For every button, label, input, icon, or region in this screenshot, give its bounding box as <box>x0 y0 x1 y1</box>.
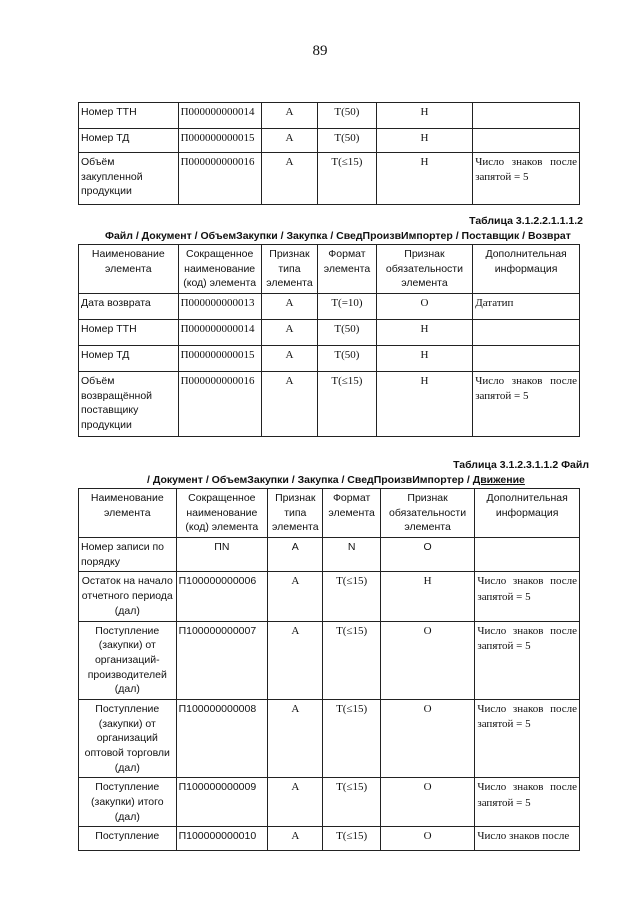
cell-code: П000000000016 <box>178 372 261 437</box>
header-name: Наименование элемента <box>79 489 177 538</box>
table-header-row <box>79 245 580 294</box>
header-code: Сокращенное наименование (код) элемента <box>178 245 261 294</box>
table3-caption-number: Таблица 3.1.2.3.1.1.2 Файл <box>453 459 589 471</box>
cell-info: Дататип <box>473 294 580 320</box>
cell-code: П000000000016 <box>178 153 261 205</box>
table-row <box>79 538 580 572</box>
table-row <box>79 699 580 777</box>
cell-name: Номер записи по порядку <box>79 538 177 572</box>
cell-info: Число знаков после запятой = 5 <box>475 699 580 777</box>
cell-format: Т(≤15) <box>323 572 380 621</box>
cell-required: Н <box>376 346 473 372</box>
cell-code: П000000000014 <box>178 320 261 346</box>
cell-info: Число знаков после запятой = 5 <box>473 153 580 205</box>
cell-info <box>473 103 580 129</box>
cell-name: Объём возвращённой поставщику продукции <box>79 372 179 437</box>
cell-name: Номер ТД <box>79 346 179 372</box>
cell-info: Число знаков после запятой = 5 <box>475 778 580 827</box>
cell-format: Т(≤15) <box>318 153 377 205</box>
header-type: Признак типа элемента <box>268 489 323 538</box>
cell-type: А <box>261 103 317 129</box>
table-row <box>79 572 580 621</box>
cell-name: Объём закупленной продукции <box>79 153 179 205</box>
table-header-row <box>79 489 580 538</box>
table-row <box>79 153 580 205</box>
table-row <box>79 827 580 851</box>
table-row <box>79 129 580 153</box>
cell-type: А <box>261 153 317 205</box>
cell-format: Т(≤15) <box>323 778 380 827</box>
cell-format: Т(≤15) <box>323 699 380 777</box>
header-required: Признак обязательности элемента <box>376 245 473 294</box>
cell-info <box>473 346 580 372</box>
header-format: Формат элемента <box>318 245 377 294</box>
header-format: Формат элемента <box>323 489 380 538</box>
cell-format: Т(50) <box>318 320 377 346</box>
cell-name: Остаток на начало отчетного периода (дал) <box>79 572 177 621</box>
cell-code: П100000000008 <box>176 699 268 777</box>
cell-name: Номер ТТН <box>79 320 179 346</box>
cell-info: Число знаков после запятой = 5 <box>473 372 580 437</box>
cell-name: Дата возврата <box>79 294 179 320</box>
cell-required: О <box>380 827 475 851</box>
cell-type: А <box>261 346 317 372</box>
cell-info: Число знаков после <box>475 827 580 851</box>
cell-required: Н <box>376 103 473 129</box>
cell-type: А <box>268 699 323 777</box>
cell-required: О <box>380 778 475 827</box>
cell-format: Т(50) <box>318 129 377 153</box>
header-info: Дополнительная информация <box>475 489 580 538</box>
table3-caption-path <box>147 474 525 486</box>
cell-type: А <box>268 778 323 827</box>
header-name: Наименование элемента <box>79 245 179 294</box>
cell-name: Номер ТД <box>79 129 179 153</box>
cell-info: Число знаков после запятой = 5 <box>475 572 580 621</box>
cell-type: А <box>268 621 323 699</box>
cell-code: П100000000007 <box>176 621 268 699</box>
cell-format: Т(50) <box>318 346 377 372</box>
cell-info <box>473 129 580 153</box>
cell-name: Поступление (закупки) от организаций-производителей (дал) <box>79 621 177 699</box>
cell-required: Н <box>376 129 473 153</box>
cell-name: Поступление (закупки) от организаций оптовой торговли (дал) <box>79 699 177 777</box>
cell-name: Поступление <box>79 827 177 851</box>
cell-type: А <box>261 372 317 437</box>
cell-type: А <box>261 129 317 153</box>
cell-required: Н <box>376 320 473 346</box>
cell-code: П100000000006 <box>176 572 268 621</box>
table-row <box>79 294 580 320</box>
cell-required: О <box>380 538 475 572</box>
table2-caption-path: Файл / Документ / ОбъемЗакупки / Закупка / СведПроизвИмпортер / Поставщик / Возврат <box>105 230 571 242</box>
page-number: 89 <box>312 43 328 59</box>
table-row <box>79 778 580 827</box>
cell-type: А <box>268 538 323 572</box>
table3-caption-path-text: / Документ / ОбъемЗакупки / Закупка / СведПроизвИмпортер / <box>147 474 470 486</box>
table-row <box>79 346 580 372</box>
table2-caption-number: Таблица 3.1.2.2.1.1.1.2 <box>469 215 583 227</box>
cell-format: Т(≤15) <box>323 827 380 851</box>
cell-type: А <box>268 827 323 851</box>
table3-caption-tail: Движение <box>472 474 525 486</box>
cell-format: Т(=10) <box>318 294 377 320</box>
cell-required: Н <box>376 153 473 205</box>
cell-required: Н <box>376 372 473 437</box>
cell-format: Т(50) <box>318 103 377 129</box>
cell-name: Номер ТТН <box>79 103 179 129</box>
cell-code: П000000000013 <box>178 294 261 320</box>
cell-required: О <box>380 621 475 699</box>
header-required: Признак обязательности элемента <box>380 489 475 538</box>
header-code: Сокращенное наименование (код) элемента <box>176 489 268 538</box>
header-type: Признак типа элемента <box>261 245 317 294</box>
table-movement <box>78 488 580 851</box>
cell-code: П000000000015 <box>178 346 261 372</box>
table-return <box>78 244 580 437</box>
cell-name: Поступление (закупки) итого (дал) <box>79 778 177 827</box>
cell-info: Число знаков после запятой = 5 <box>475 621 580 699</box>
cell-format: Т(≤15) <box>323 621 380 699</box>
table-row <box>79 621 580 699</box>
cell-required: О <box>376 294 473 320</box>
cell-type: А <box>261 320 317 346</box>
table-continuation <box>78 102 580 205</box>
cell-code: П000000000015 <box>178 129 261 153</box>
cell-type: А <box>268 572 323 621</box>
cell-required: Н <box>380 572 475 621</box>
cell-format: Т(≤15) <box>318 372 377 437</box>
cell-format: N <box>323 538 380 572</box>
cell-info <box>473 320 580 346</box>
cell-required: О <box>380 699 475 777</box>
cell-code: П000000000014 <box>178 103 261 129</box>
table-row <box>79 320 580 346</box>
table-row <box>79 103 580 129</box>
cell-code: ПN <box>176 538 268 572</box>
cell-type: А <box>261 294 317 320</box>
cell-code: П100000000009 <box>176 778 268 827</box>
cell-code: П100000000010 <box>176 827 268 851</box>
header-info: Дополнительная информация <box>473 245 580 294</box>
cell-info <box>475 538 580 572</box>
table-row <box>79 372 580 437</box>
